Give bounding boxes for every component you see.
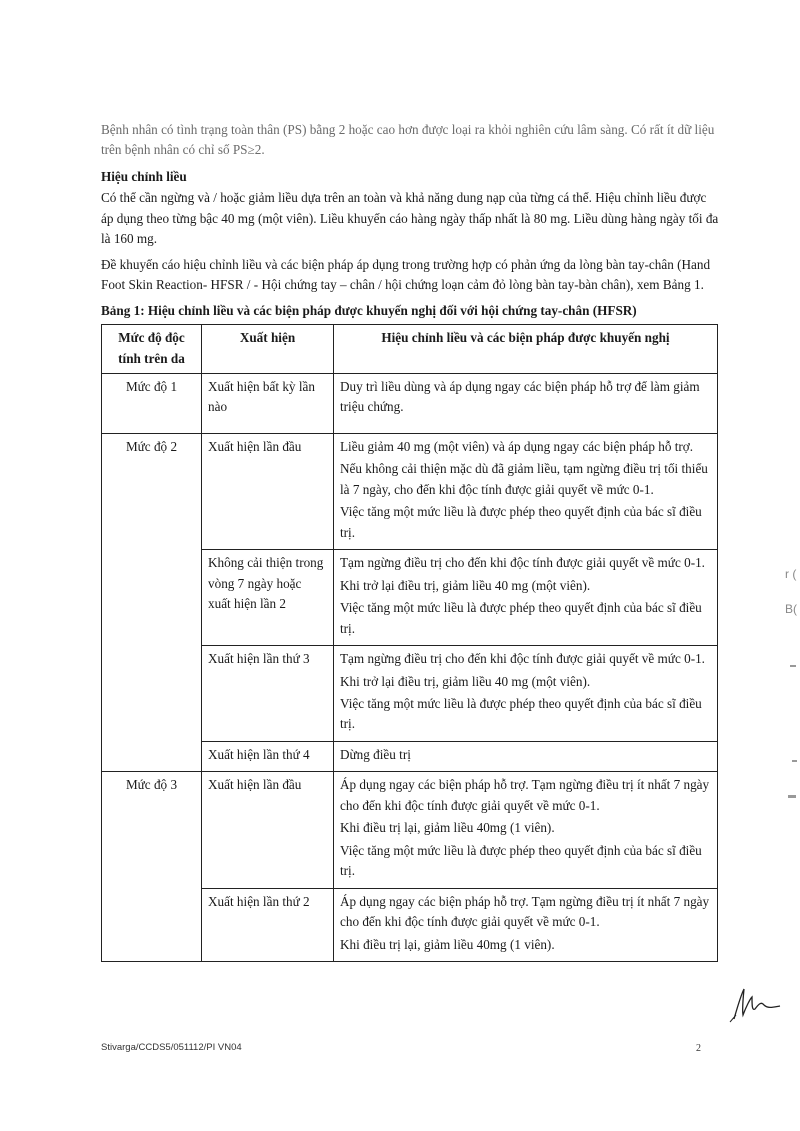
section-heading: Hiệu chỉnh liều	[101, 168, 187, 184]
grade-cell: Mức độ 2	[102, 433, 202, 771]
page-content	[101, 120, 721, 962]
recommendation-text: Áp dụng ngay các biện pháp hỗ trợ. Tạm ngừng điều trị ít nhất 7 ngày cho đến khi độc tính được giải quyết về mức 0-1.	[340, 777, 710, 813]
recommendation-cell	[334, 741, 718, 771]
recommendation-cell	[334, 772, 718, 888]
occurrence-cell: Xuất hiện lần thứ 3	[202, 646, 334, 742]
dose-adjustment-table	[101, 324, 718, 962]
recommendation-text: Tạm ngừng điều trị cho đến khi độc tính được giải quyết về mức 0-1.	[340, 555, 705, 571]
scan-mark	[790, 665, 796, 667]
recommendation-text: Áp dụng ngay các biện pháp hỗ trợ. Tạm ngừng điều trị ít nhất 7 ngày cho đến khi độc tính được giải quyết về mức 0-1.	[340, 893, 710, 930]
recommendation-text: Liều giảm 40 mg (một viên) và áp dụng ngay các biện pháp hỗ trợ.	[340, 438, 694, 454]
recommendation-text: Duy trì liều dùng và áp dụng ngay các biện pháp hỗ trợ để làm giảm triệu chứng.	[340, 378, 700, 415]
header-recommendation: Hiệu chỉnh liều và các biện pháp được khuyến nghị	[334, 325, 718, 374]
recommendation-cell	[334, 888, 718, 961]
occurrence-cell: Xuất hiện lần thứ 2	[202, 888, 334, 961]
margin-fragment: B(	[785, 602, 797, 616]
grade-cell: Mức độ 1	[102, 373, 202, 433]
recommendation-text: Khi điều trị lại, giảm liều 40mg (1 viên).	[340, 820, 555, 836]
table-row	[102, 373, 718, 433]
recommendation-text: Việc tăng một mức liều là được phép theo quyết định của bác sĩ điều trị.	[340, 695, 702, 732]
signature-mark	[728, 985, 783, 1025]
occurrence-cell: Xuất hiện lần đầu	[202, 433, 334, 549]
grade-cell: Mức độ 3	[102, 772, 202, 962]
scan-mark	[792, 760, 797, 762]
recommendation-cell	[334, 646, 718, 742]
occurrence-cell: Xuất hiện lần đầu	[202, 772, 334, 888]
recommendation-cell	[334, 550, 718, 646]
hfsr-reference-paragraph: Đề khuyến cáo hiệu chỉnh liều và các biện pháp áp dụng trong trường hợp có phản ứng da lòng bàn tay-chân (Hand Foot Skin Reaction- HFSR / - Hội chứng tay – chân / hội chứng loạn cảm đỏ lòng bàn tay-bàn chân), xem Bảng 1.	[101, 256, 711, 293]
page-number: 2	[696, 1043, 701, 1054]
recommendation-cell	[334, 373, 718, 433]
recommendation-text: Việc tăng một mức liều là được phép theo quyết định của bác sĩ điều trị.	[340, 504, 702, 540]
intro-paragraph: Bệnh nhân có tình trạng toàn thân (PS) bằng 2 hoặc cao hơn được loại ra khỏi nghiên cứu lâm sàng. Có rất ít dữ liệu trên bệnh nhân có chỉ số PS≥2.	[101, 122, 715, 158]
table-caption: Bảng 1: Hiệu chỉnh liều và các biện pháp được khuyến nghị đối với hội chứng tay-chân (HFSR)	[101, 302, 637, 318]
occurrence-cell: Không cải thiện trong vòng 7 ngày hoặc xuất hiện lần 2	[202, 550, 334, 646]
recommendation-text: Việc tăng một mức liều là được phép theo quyết định của bác sĩ điều trị.	[340, 842, 702, 879]
table-row	[102, 772, 718, 888]
recommendation-cell	[334, 433, 718, 549]
recommendation-text: Nếu không cải thiện mặc dù đã giảm liều, tạm ngừng điều trị tối thiểu là 7 ngày, cho đến khi độc tính được giải quyết về mức 0-1.	[340, 461, 708, 497]
dose-adjustment-paragraph: Có thể cần ngừng và / hoặc giảm liều dựa trên an toàn và khả năng dung nạp của từng cá thể. Hiệu chỉnh liều được áp dụng theo từng bậc 40 mg (một viên). Liều khuyến cáo hàng ngày thấp nhất là 80 mg. Liều dùng hàng ngày tối đa là 160 mg.	[101, 190, 719, 247]
recommendation-text: Việc tăng một mức liều là được phép theo quyết định của bác sĩ điều trị.	[340, 600, 702, 636]
table-header-row	[102, 325, 718, 374]
recommendation-text: Khi điều trị lại, giảm liều 40mg (1 viên).	[340, 936, 555, 952]
recommendation-text: Dừng điều trị	[340, 746, 411, 762]
recommendation-text: Khi trở lại điều trị, giảm liều 40 mg (một viên).	[340, 673, 591, 689]
header-toxicity-grade: Mức độ độc tính trên da	[102, 325, 202, 374]
recommendation-text: Tạm ngừng điều trị cho đến khi độc tính được giải quyết về mức 0-1.	[340, 651, 705, 667]
occurrence-cell: Xuất hiện lần thứ 4	[202, 741, 334, 771]
scan-mark	[788, 795, 796, 798]
table-row	[102, 433, 718, 549]
header-occurrence: Xuất hiện	[202, 325, 334, 374]
recommendation-text: Khi trở lại điều trị, giảm liều 40 mg (một viên).	[340, 577, 591, 593]
document-code: Stivarga/CCDS5/051112/PI VN04	[101, 1042, 242, 1053]
occurrence-cell: Xuất hiện bất kỳ lần nào	[202, 373, 334, 433]
margin-fragment: r (	[785, 567, 797, 581]
